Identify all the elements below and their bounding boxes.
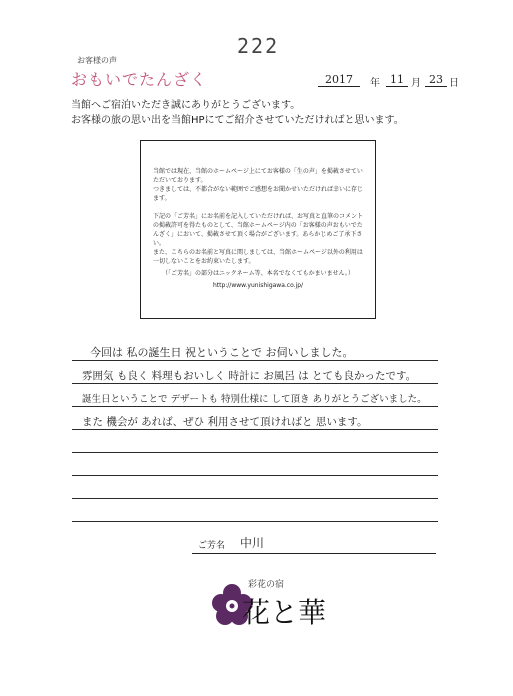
intro-line-2: お客様の旅の思い出を当館HPにてご紹介させていただければと思います。 bbox=[71, 115, 404, 126]
signature-name: 中川 bbox=[240, 536, 265, 550]
date-row bbox=[318, 73, 458, 89]
intro-line-1: 当館へご宿泊いただき誠にありがとうございます。 bbox=[71, 100, 301, 111]
comment-rule-7 bbox=[72, 498, 438, 499]
header-label: お客様の声 bbox=[77, 56, 117, 65]
page-title: おもいでたんざく bbox=[71, 70, 208, 89]
date-month-value: 11 bbox=[386, 73, 408, 87]
notice-url[interactable]: http://www.yunishigawa.co.jp/ bbox=[212, 282, 304, 289]
logo-subtitle: 彩花の宿 bbox=[248, 580, 285, 590]
notice-paragraph-2: つきましては、不都合がない範囲でご感想をお聞かせいただければ幸いに存じます。 bbox=[153, 186, 364, 202]
signature-label: ご芳名 bbox=[198, 541, 226, 551]
notice-note: （「ご芳名」の部分はニックネーム等、本名でなくてもかまいません。） bbox=[161, 270, 355, 277]
comment-line-2: 雰囲気 も良く 料理もおいしく 時計に お風呂 は とても良かったです。 bbox=[82, 370, 417, 382]
comment-line-4: また 機会が あれば、ぜひ 利用させて頂ければと 思います。 bbox=[82, 416, 368, 428]
notice-paragraph-1: 当館では現在、当館のホームページ上にてお客様の「生の声」を掲載させていただいております。 bbox=[153, 168, 363, 184]
comment-rule-5 bbox=[72, 452, 438, 453]
comment-line-3: 誕生日ということで デザートも 特別仕様に して頂き ありがとうございました。 bbox=[82, 394, 427, 405]
page-number: 222 bbox=[237, 34, 280, 58]
comment-rule-3 bbox=[72, 406, 438, 407]
date-day-label: 日 bbox=[449, 78, 459, 89]
date-month-label: 月 bbox=[411, 78, 421, 89]
date-day-value: 23 bbox=[425, 73, 447, 87]
logo bbox=[208, 577, 328, 637]
comment-rule-2 bbox=[72, 383, 438, 384]
date-year-value: 2017 bbox=[318, 73, 360, 87]
date-year-label: 年 bbox=[370, 78, 380, 89]
comment-rule-8 bbox=[72, 521, 438, 522]
comment-rule-6 bbox=[72, 475, 438, 476]
comment-line-1: 今回は 私の誕生日 祝ということで お伺いしました。 bbox=[90, 346, 354, 359]
notice-box bbox=[140, 140, 376, 319]
logo-brand: 花と華 bbox=[242, 596, 327, 629]
comment-rule-4 bbox=[72, 429, 438, 430]
notice-paragraph-4: また、こちらのお名前と写真に関しましては、当館ホームページ以外の利用は一切しないことをお約束いたします。 bbox=[153, 249, 363, 265]
comment-rule-1 bbox=[72, 360, 438, 361]
signature-row bbox=[192, 533, 436, 554]
notice-paragraph-3: 下記の「ご芳名」にお名前を記入していただければ、お写真と直筆のコメントの掲載許可を得たものとして、当館ホームページ内の「お客様の声おもいでたんざく」において、掲載させて頂く場合がございます。あらかじめご了承下さい。 bbox=[153, 213, 364, 247]
